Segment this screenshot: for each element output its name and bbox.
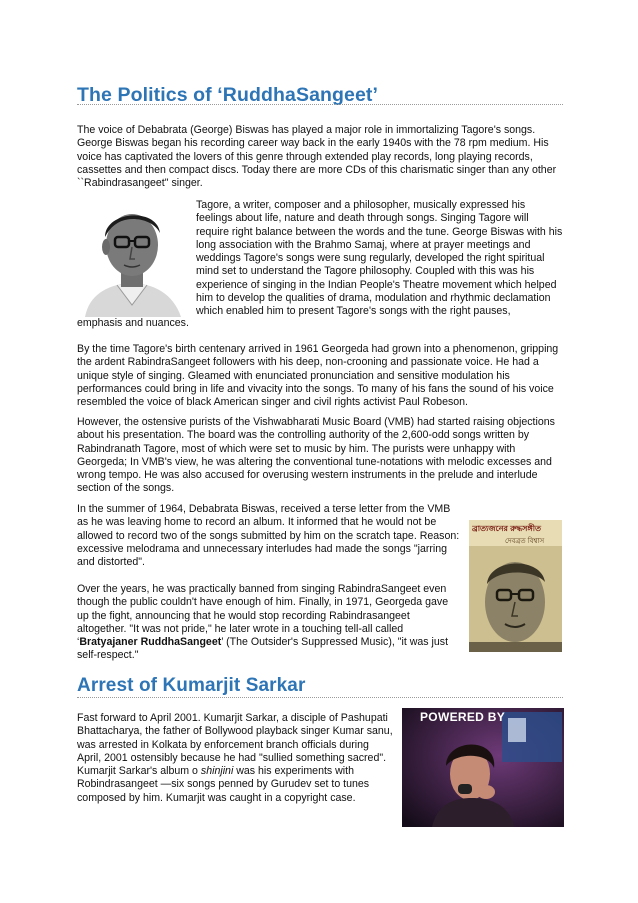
banner-text: POWERED BY [420, 710, 506, 724]
paragraph-tagore: Tagore, a writer, composer and a philosopher, musically expressed his feelings about life, nature and death through songs. Singing Tagore will require right balance between the words and the tune. George Biswas with his long association with the Brahmo Samaj, where at prayer meetings and weddings Tagore's songs were sung regularly, developed the right spiritual mind set to understand the Tagore philosophy. Coupled with this was his experience of singing in the Indian People's Theatre movement which helped him to develop the qualities of drama, modulation and rhythmic declamation which enabled him to present Tagore's songs with the right pauses, [196, 199, 563, 318]
paragraph-1964: In the summer of 1964, Debabrata Biswas, received a terse letter from the VMB as he was leaving home to record an album. It informed that he would not be allowed to record two of the songs submitted by him on the scratch tape. Reason: excessive melodrama and unnecessary interludes had made the songs "jarring and distorted". [77, 503, 460, 569]
section-title-politics: The Politics of ‘RuddhaSangeet’ [77, 84, 379, 106]
paragraph-arrest [77, 712, 395, 805]
album-cover-artist: দেবব্রত বিশ্বাস [505, 538, 545, 545]
paragraph-centenary: By the time Tagore's birth centenary arrived in 1961 Georgeda had grown into a phenomenon, gripping the ardent RabindraSangeet followers with his deep, non-crooning and passionate voice. He had a unique style of singing. Gleamed with enunciated pronunciation and sensitive modulation his performances could bring in life and vivacity into the songs. To many of his fans the sound of his voice resembled the voice of black American singer and civil rights activist Paul Robeson. [77, 343, 559, 409]
album-cover-title: ব্রাত্যজনের রুদ্ধসঙ্গীত [472, 524, 541, 533]
paragraph-tagore-tail: emphasis and nuances. [77, 317, 189, 329]
paragraph-banned-text: Over the years, he was practically banned from singing RabindraSangeet even though the public couldn't have enough of him. Finally, in 1971, Georgeda gave up the fight, announcing that he would stop recording Rabindrasangeet altogether. "It was not pride," he later wrote in a touching tell-all called ‘ [77, 583, 449, 649]
paragraph-vmb: However, the ostensive purists of the Vishwabharati Music Board (VMB) had started raising objections about his presentation. The board was the controlling authority of the 2,600-odd songs written by Rabindranath Tagore, most of which were set to music by him. The purists were unhappy with Georgeda; In VMB's view, he was altering the conventional tune-notations with melodic excesses and wrong tempo. He was also accused for overusing western instruments in the prelude and interlude section of the songs. [77, 416, 555, 495]
paragraph-intro: The voice of Debabrata (George) Biswas has played a major role in immortalizing Tagore's songs. George Biswas began his recording career way back in the early 1940s with the 78 rpm medium. His voice has captivated the lovers of this genre through extended play records, long playing records, cassettes and then compact discs. Today there are more CDs of this charismatic singer than any other ``Rabindrasangeet" singer. [77, 124, 557, 190]
album-cover [469, 520, 562, 652]
paragraph-banned-end: ’ (The Outsider's Suppressed Music), "it was just self-respect." [77, 636, 449, 662]
paragraph-arrest-end: was his experiments with Robindrasangeet —six songs penned by Gurudev set to tunes composed by him. Kumarjit was caught in a copyright case. [77, 765, 370, 804]
paragraph-arrest-text: Fast forward to April 2001. Kumarjit Sarkar, a disciple of Pashupati Bhattacharya, the father of Bollywood playback singer Kumar sanu, was arrested in Kolkata by enforcement branch officials during April, 2001 ostensibly because he had "sullied something sacred". Kumarjit Sarkar's album o [77, 712, 393, 778]
section-divider-2 [77, 697, 563, 698]
section-divider [77, 104, 563, 105]
album-name-shinjini: shinjini [200, 765, 234, 778]
paragraph-banned [77, 583, 462, 663]
portrait-photo [77, 197, 187, 317]
concert-photo [402, 708, 564, 827]
section-title-arrest: Arrest of Kumarjit Sarkar [77, 675, 306, 696]
album-title: Bratyajaner RuddhaSangeet [79, 636, 222, 649]
